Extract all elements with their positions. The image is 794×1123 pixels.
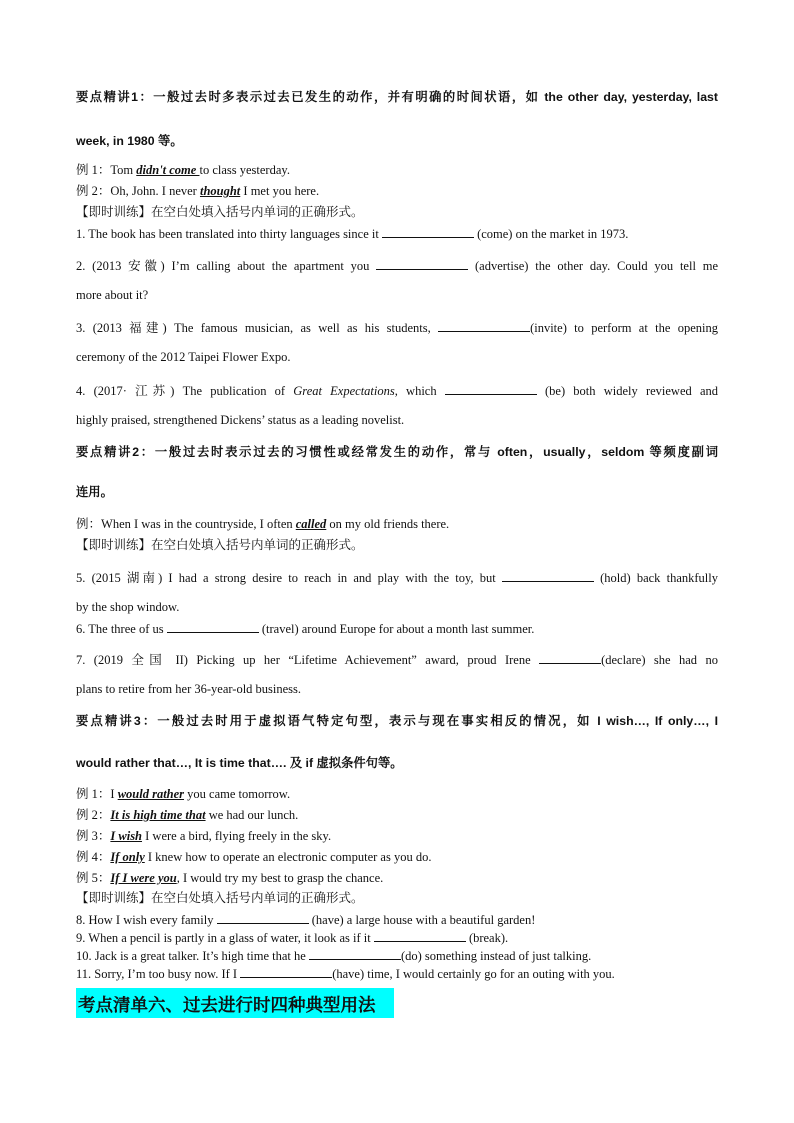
point3-heading bbox=[76, 713, 718, 729]
question-5 bbox=[76, 569, 718, 586]
question-10 bbox=[76, 947, 591, 964]
question-text: (have) time, I would certainly go for an outing with you. bbox=[332, 967, 615, 981]
question-text: 8. How I wish every family bbox=[76, 913, 217, 927]
example-answer: would rather bbox=[117, 787, 185, 801]
example-text: you came tomorrow. bbox=[184, 787, 291, 801]
example-line bbox=[76, 786, 290, 802]
point-text: 一般过去时用于虚拟语气特定句型，表示与现在事实相反的情况，如 I wish…, If only…, I bbox=[157, 714, 718, 728]
answer-blank[interactable] bbox=[376, 257, 468, 270]
question-text: (declare) she had no bbox=[601, 653, 718, 667]
example-prefix: 例： bbox=[76, 517, 102, 531]
example-prefix: 例 1： bbox=[76, 787, 111, 801]
example-line bbox=[76, 516, 449, 532]
question-7 bbox=[76, 651, 718, 668]
point-number: 3： bbox=[133, 714, 158, 728]
answer-blank[interactable] bbox=[217, 911, 309, 924]
point-label: 要点精讲 bbox=[76, 445, 133, 459]
example-answer: thought bbox=[199, 184, 241, 198]
answer-blank[interactable] bbox=[445, 382, 537, 395]
question-text: (travel) around Europe for about a month last summer. bbox=[258, 622, 535, 636]
example-line bbox=[76, 828, 331, 844]
question-text: 1. The book has been translated into thirty languages since it bbox=[76, 227, 382, 241]
question-text: 7. (2019 全国 II) Picking up her “Lifetime Achievement” award, proud Irene bbox=[76, 653, 540, 667]
question-1 bbox=[76, 225, 628, 242]
question-text: 5. (2015 湖南) I had a strong desire to reach in and play with the toy, but bbox=[76, 571, 502, 585]
answer-blank[interactable] bbox=[374, 929, 466, 942]
example-text: we had our lunch. bbox=[205, 808, 299, 822]
point-number: 1： bbox=[131, 90, 154, 104]
example-prefix: 例 2： bbox=[76, 808, 111, 822]
question-3-cont: ceremony of the 2012 Taipei Flower Expo. bbox=[76, 350, 291, 364]
question-2 bbox=[76, 257, 718, 274]
example-text: , I would try my best to grasp the chance. bbox=[176, 871, 384, 885]
question-8 bbox=[76, 911, 535, 928]
drill-heading: 【即时训练】在空白处填入括号内单词的正确形式。 bbox=[76, 891, 364, 905]
point-label: 要点精讲 bbox=[76, 90, 132, 104]
question-7-cont: plans to retire from her 36-year-old business. bbox=[76, 682, 302, 696]
question-5-cont: by the shop window. bbox=[76, 600, 180, 614]
answer-blank[interactable] bbox=[167, 620, 259, 633]
question-text: 4. (2017· 江苏) The publication of bbox=[76, 384, 294, 398]
question-4-cont: highly praised, strengthened Dickens’ status as a leading novelist. bbox=[76, 413, 405, 427]
question-text: , which bbox=[394, 384, 445, 398]
example-text: I bbox=[110, 787, 118, 801]
question-text: (invite) to perform at the opening bbox=[530, 321, 718, 335]
point-label: 要点精讲 bbox=[76, 714, 134, 728]
example-line bbox=[76, 807, 298, 823]
question-text: (have) a large house with a beautiful garden! bbox=[308, 913, 536, 927]
point2-heading-cont: 连用。 bbox=[76, 485, 113, 499]
drill-heading: 【即时训练】在空白处填入括号内单词的正确形式。 bbox=[76, 205, 364, 219]
example-text: I met you here. bbox=[240, 184, 320, 198]
example-answer: If only bbox=[110, 850, 145, 864]
question-3 bbox=[76, 319, 718, 336]
example-line bbox=[76, 183, 319, 199]
question-text: 10. Jack is a great talker. It’s high time that he bbox=[76, 949, 309, 963]
example-text: on my old friends there. bbox=[326, 517, 450, 531]
question-text: (break). bbox=[465, 931, 509, 945]
example-text: to class yesterday. bbox=[199, 163, 290, 177]
example-answer: It is high time that bbox=[110, 808, 206, 822]
question-text: (be) both widely reviewed and bbox=[536, 384, 718, 398]
example-answer: If I were you bbox=[110, 871, 177, 885]
point-text: 一般过去时表示过去的习惯性或经常发生的动作，常与 often，usually，seldom 等频度副词 bbox=[154, 445, 718, 459]
point-number: 2： bbox=[132, 445, 155, 459]
answer-blank[interactable] bbox=[502, 569, 594, 582]
example-prefix: 例 1： bbox=[76, 163, 111, 177]
example-text: I knew how to operate an electronic computer as you do. bbox=[144, 850, 432, 864]
example-text: Oh, John. I never bbox=[110, 184, 200, 198]
answer-blank[interactable] bbox=[240, 965, 332, 978]
example-line bbox=[76, 870, 383, 886]
question-text: (hold) back thankfully bbox=[593, 571, 718, 585]
question-9 bbox=[76, 929, 508, 946]
example-answer: called bbox=[295, 517, 327, 531]
point3-heading-cont: would rather that…, It is time that…. 及 if 虚拟条件句等。 bbox=[76, 756, 403, 770]
point-text: 一般过去时多表示过去已发生的动作，并有明确的时间状语，如 the other day, yesterday, last bbox=[153, 90, 718, 104]
example-answer: I wish bbox=[110, 829, 143, 843]
example-prefix: 例 4： bbox=[76, 850, 111, 864]
question-text: 6. The three of us bbox=[76, 622, 167, 636]
answer-blank[interactable] bbox=[382, 225, 474, 238]
answer-blank[interactable] bbox=[309, 947, 401, 960]
question-text: 2. (2013 安徽) I’m calling about the apartment you bbox=[76, 259, 377, 273]
section-heading-highlight bbox=[76, 988, 394, 1018]
point2-heading bbox=[76, 444, 718, 460]
example-text: I were a bird, flying freely in the sky. bbox=[142, 829, 332, 843]
example-prefix: 例 3： bbox=[76, 829, 111, 843]
point1-heading-cont: week, in 1980 等。 bbox=[76, 134, 183, 148]
question-text: (come) on the market in 1973. bbox=[473, 227, 629, 241]
question-text: (do) something instead of just talking. bbox=[400, 949, 592, 963]
example-line bbox=[76, 849, 431, 865]
book-title: Great Expectations bbox=[293, 384, 395, 398]
question-2-cont: more about it? bbox=[76, 288, 149, 302]
example-text: When I was in the countryside, I often bbox=[101, 517, 296, 531]
question-text: 3. (2013 福建) The famous musician, as well as his students, bbox=[76, 321, 439, 335]
example-text: Tom bbox=[110, 163, 137, 177]
section-heading: 考点清单六、过去进行时四种典型用法 bbox=[78, 996, 376, 1016]
answer-blank[interactable] bbox=[438, 319, 530, 332]
question-text: 9. When a pencil is partly in a glass of water, it look as if it bbox=[76, 931, 374, 945]
example-line bbox=[76, 162, 290, 178]
drill-heading: 【即时训练】在空白处填入括号内单词的正确形式。 bbox=[76, 538, 364, 552]
example-answer: didn't come bbox=[136, 163, 200, 177]
question-text: (advertise) the other day. Could you tell me bbox=[468, 259, 718, 273]
question-6 bbox=[76, 620, 534, 637]
example-prefix: 例 5： bbox=[76, 871, 111, 885]
question-4 bbox=[76, 382, 718, 399]
question-text: 11. Sorry, I’m too busy now. If I bbox=[76, 967, 241, 981]
point1-heading bbox=[76, 89, 718, 105]
example-prefix: 例 2： bbox=[76, 184, 111, 198]
answer-blank[interactable] bbox=[539, 651, 601, 664]
question-11 bbox=[76, 965, 615, 982]
